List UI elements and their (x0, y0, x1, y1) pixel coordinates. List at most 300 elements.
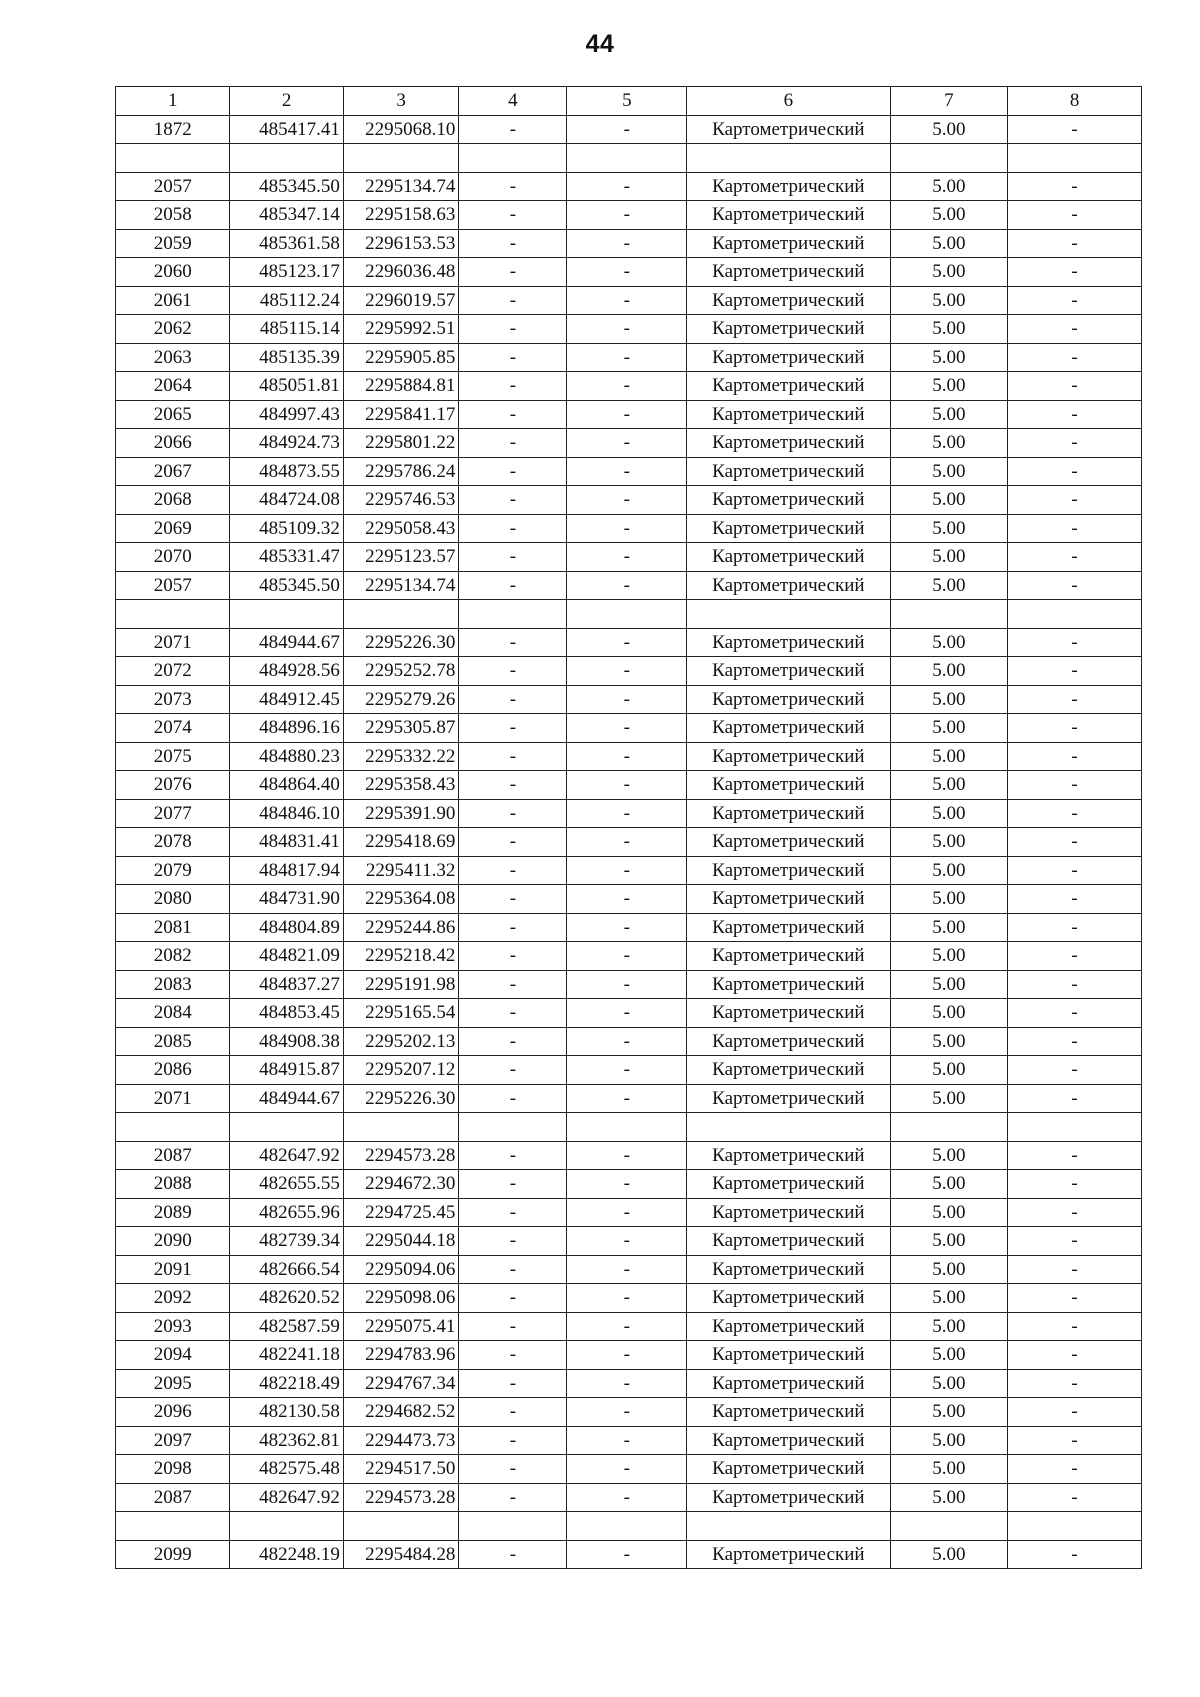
col5-cell: - (567, 1312, 687, 1341)
col8-cell: - (1008, 286, 1142, 315)
accuracy-cell: 5.00 (890, 372, 1008, 401)
col5-cell: - (567, 258, 687, 287)
col5-cell: - (567, 1426, 687, 1455)
accuracy-cell: 5.00 (890, 885, 1008, 914)
point-number-cell (116, 1512, 230, 1541)
col4-cell: - (459, 286, 567, 315)
point-number-cell: 2083 (116, 970, 230, 999)
accuracy-cell: 5.00 (890, 742, 1008, 771)
table-row (116, 942, 1142, 971)
point-number-cell: 2063 (116, 343, 230, 372)
table-row (116, 343, 1142, 372)
method-cell: Картометрический (687, 571, 890, 600)
col4-cell: - (459, 913, 567, 942)
col4-cell: - (459, 714, 567, 743)
accuracy-cell: 5.00 (890, 486, 1008, 515)
method-cell: Картометрический (687, 1255, 890, 1284)
col4-cell: - (459, 571, 567, 600)
accuracy-cell: 5.00 (890, 828, 1008, 857)
col4-cell (459, 144, 567, 173)
method-cell: Картометрический (687, 1056, 890, 1085)
point-number-cell: 2088 (116, 1170, 230, 1199)
col4-cell: - (459, 1255, 567, 1284)
point-number-cell: 2090 (116, 1227, 230, 1256)
y-coordinate-cell: 2295992.51 (343, 315, 459, 344)
point-number-cell: 2077 (116, 799, 230, 828)
col8-cell: - (1008, 372, 1142, 401)
method-cell (687, 1512, 890, 1541)
method-cell: Картометрический (687, 429, 890, 458)
x-coordinate-cell: 484997.43 (230, 400, 343, 429)
x-coordinate-cell: 484846.10 (230, 799, 343, 828)
point-number-cell: 2062 (116, 315, 230, 344)
col5-cell: - (567, 400, 687, 429)
y-coordinate-cell: 2295207.12 (343, 1056, 459, 1085)
col4-cell: - (459, 999, 567, 1028)
table-row (116, 457, 1142, 486)
col5-cell: - (567, 799, 687, 828)
x-coordinate-cell (230, 144, 343, 173)
point-number-cell: 2071 (116, 1084, 230, 1113)
col4-cell: - (459, 1027, 567, 1056)
col8-cell: - (1008, 571, 1142, 600)
col8-cell: - (1008, 771, 1142, 800)
y-coordinate-cell: 2295158.63 (343, 201, 459, 230)
col4-cell: - (459, 1056, 567, 1085)
y-coordinate-cell: 2294672.30 (343, 1170, 459, 1199)
y-coordinate-cell: 2295094.06 (343, 1255, 459, 1284)
col5-cell: - (567, 315, 687, 344)
y-coordinate-cell: 2295068.10 (343, 115, 459, 144)
table-row (116, 1170, 1142, 1199)
method-cell: Картометрический (687, 172, 890, 201)
col8-cell: - (1008, 970, 1142, 999)
col4-cell: - (459, 1341, 567, 1370)
x-coordinate-cell: 484944.67 (230, 1084, 343, 1113)
method-cell: Картометрический (687, 1540, 890, 1569)
point-number-cell: 2094 (116, 1341, 230, 1370)
col4-cell (459, 600, 567, 629)
method-cell: Картометрический (687, 1483, 890, 1512)
y-coordinate-cell: 2295801.22 (343, 429, 459, 458)
point-number-cell: 2080 (116, 885, 230, 914)
x-coordinate-cell: 484731.90 (230, 885, 343, 914)
col8-cell: - (1008, 913, 1142, 942)
point-number-cell: 2072 (116, 657, 230, 686)
y-coordinate-cell: 2296036.48 (343, 258, 459, 287)
accuracy-cell: 5.00 (890, 1398, 1008, 1427)
method-cell: Картометрический (687, 1284, 890, 1313)
method-cell (687, 144, 890, 173)
page-number: 44 (585, 30, 615, 58)
y-coordinate-cell: 2295218.42 (343, 942, 459, 971)
method-cell: Картометрический (687, 372, 890, 401)
accuracy-cell: 5.00 (890, 1027, 1008, 1056)
point-number-cell (116, 144, 230, 173)
point-number-cell: 2065 (116, 400, 230, 429)
x-coordinate-cell: 484804.89 (230, 913, 343, 942)
col5-cell: - (567, 543, 687, 572)
col8-cell: - (1008, 742, 1142, 771)
accuracy-cell: 5.00 (890, 1312, 1008, 1341)
x-coordinate-cell: 485112.24 (230, 286, 343, 315)
method-cell: Картометрический (687, 1369, 890, 1398)
col8-cell: - (1008, 514, 1142, 543)
col8-cell: - (1008, 1341, 1142, 1370)
accuracy-cell: 5.00 (890, 514, 1008, 543)
method-cell: Картометрический (687, 885, 890, 914)
accuracy-cell (890, 1512, 1008, 1541)
accuracy-cell: 5.00 (890, 1341, 1008, 1370)
col5-cell: - (567, 714, 687, 743)
col4-cell: - (459, 1084, 567, 1113)
x-coordinate-cell: 482218.49 (230, 1369, 343, 1398)
point-number-cell: 2082 (116, 942, 230, 971)
x-coordinate-cell: 484928.56 (230, 657, 343, 686)
y-coordinate-cell: 2296019.57 (343, 286, 459, 315)
col5-cell: - (567, 913, 687, 942)
col8-cell (1008, 1113, 1142, 1142)
col8-cell: - (1008, 714, 1142, 743)
point-number-cell: 2086 (116, 1056, 230, 1085)
col8-cell: - (1008, 343, 1142, 372)
point-number-cell: 2075 (116, 742, 230, 771)
col8-cell: - (1008, 1369, 1142, 1398)
method-cell: Картометрический (687, 457, 890, 486)
accuracy-cell: 5.00 (890, 343, 1008, 372)
accuracy-cell: 5.00 (890, 1056, 1008, 1085)
col5-cell (567, 600, 687, 629)
col4-cell: - (459, 856, 567, 885)
col8-cell: - (1008, 486, 1142, 515)
col4-cell: - (459, 1312, 567, 1341)
col8-cell: - (1008, 1540, 1142, 1569)
table-row (116, 657, 1142, 686)
point-number-cell: 2061 (116, 286, 230, 315)
accuracy-cell: 5.00 (890, 571, 1008, 600)
method-cell: Картометрический (687, 913, 890, 942)
col8-cell: - (1008, 1056, 1142, 1085)
col5-cell: - (567, 657, 687, 686)
col8-cell: - (1008, 258, 1142, 287)
table-row (116, 828, 1142, 857)
y-coordinate-cell (343, 1113, 459, 1142)
x-coordinate-cell: 482655.96 (230, 1198, 343, 1227)
col5-cell: - (567, 885, 687, 914)
table-row (116, 1369, 1142, 1398)
col4-cell: - (459, 201, 567, 230)
x-coordinate-cell: 484912.45 (230, 685, 343, 714)
col4-cell: - (459, 1398, 567, 1427)
x-coordinate-cell: 482647.92 (230, 1141, 343, 1170)
table-row (116, 1540, 1142, 1569)
point-number-cell: 1872 (116, 115, 230, 144)
method-cell: Картометрический (687, 1426, 890, 1455)
accuracy-cell: 5.00 (890, 315, 1008, 344)
x-coordinate-cell: 484944.67 (230, 628, 343, 657)
point-number-cell: 2076 (116, 771, 230, 800)
x-coordinate-cell: 484880.23 (230, 742, 343, 771)
x-coordinate-cell: 482655.55 (230, 1170, 343, 1199)
y-coordinate-cell: 2295165.54 (343, 999, 459, 1028)
accuracy-cell: 5.00 (890, 628, 1008, 657)
header-cell: 8 (1008, 87, 1142, 116)
x-coordinate-cell: 484864.40 (230, 771, 343, 800)
col8-cell: - (1008, 628, 1142, 657)
col4-cell: - (459, 1141, 567, 1170)
method-cell: Картометрический (687, 1227, 890, 1256)
y-coordinate-cell: 2295226.30 (343, 1084, 459, 1113)
table-separator-row (116, 1113, 1142, 1142)
col8-cell: - (1008, 1255, 1142, 1284)
col5-cell: - (567, 457, 687, 486)
col8-cell: - (1008, 543, 1142, 572)
y-coordinate-cell: 2295484.28 (343, 1540, 459, 1569)
x-coordinate-cell: 482241.18 (230, 1341, 343, 1370)
table-row (116, 742, 1142, 771)
accuracy-cell: 5.00 (890, 942, 1008, 971)
point-number-cell: 2081 (116, 913, 230, 942)
col4-cell: - (459, 1170, 567, 1199)
col5-cell: - (567, 229, 687, 258)
y-coordinate-cell (343, 144, 459, 173)
col8-cell: - (1008, 657, 1142, 686)
col8-cell (1008, 1512, 1142, 1541)
method-cell (687, 1113, 890, 1142)
col4-cell: - (459, 657, 567, 686)
col5-cell: - (567, 685, 687, 714)
method-cell: Картометрический (687, 685, 890, 714)
point-number-cell: 2099 (116, 1540, 230, 1569)
col5-cell: - (567, 1284, 687, 1313)
x-coordinate-cell: 484924.73 (230, 429, 343, 458)
col4-cell: - (459, 229, 567, 258)
col4-cell: - (459, 1369, 567, 1398)
method-cell: Картометрический (687, 229, 890, 258)
table-row (116, 514, 1142, 543)
x-coordinate-cell: 482362.81 (230, 1426, 343, 1455)
col5-cell (567, 1512, 687, 1541)
col8-cell (1008, 600, 1142, 629)
table-row (116, 1483, 1142, 1512)
method-cell: Картометрический (687, 742, 890, 771)
y-coordinate-cell (343, 1512, 459, 1541)
table-row (116, 1426, 1142, 1455)
point-number-cell: 2098 (116, 1455, 230, 1484)
accuracy-cell: 5.00 (890, 1369, 1008, 1398)
method-cell: Картометрический (687, 942, 890, 971)
point-number-cell: 2079 (116, 856, 230, 885)
accuracy-cell: 5.00 (890, 1284, 1008, 1313)
point-number-cell: 2068 (116, 486, 230, 515)
col4-cell: - (459, 885, 567, 914)
col5-cell: - (567, 486, 687, 515)
col5-cell (567, 1113, 687, 1142)
col8-cell: - (1008, 315, 1142, 344)
x-coordinate-cell: 484817.94 (230, 856, 343, 885)
point-number-cell: 2074 (116, 714, 230, 743)
col8-cell: - (1008, 799, 1142, 828)
col8-cell: - (1008, 201, 1142, 230)
col8-cell: - (1008, 1227, 1142, 1256)
col8-cell: - (1008, 1027, 1142, 1056)
x-coordinate-cell: 485051.81 (230, 372, 343, 401)
col4-cell: - (459, 1284, 567, 1313)
y-coordinate-cell: 2295191.98 (343, 970, 459, 999)
col8-cell: - (1008, 1284, 1142, 1313)
y-coordinate-cell: 2295332.22 (343, 742, 459, 771)
accuracy-cell: 5.00 (890, 115, 1008, 144)
point-number-cell: 2064 (116, 372, 230, 401)
col4-cell: - (459, 1455, 567, 1484)
col8-cell: - (1008, 1398, 1142, 1427)
accuracy-cell: 5.00 (890, 856, 1008, 885)
method-cell: Картометрический (687, 714, 890, 743)
col4-cell: - (459, 315, 567, 344)
table-row (116, 372, 1142, 401)
table-row (116, 1255, 1142, 1284)
x-coordinate-cell: 482575.48 (230, 1455, 343, 1484)
table-row (116, 172, 1142, 201)
col4-cell: - (459, 1540, 567, 1569)
y-coordinate-cell: 2295905.85 (343, 343, 459, 372)
col5-cell: - (567, 1455, 687, 1484)
accuracy-cell: 5.00 (890, 1170, 1008, 1199)
accuracy-cell: 5.00 (890, 970, 1008, 999)
col8-cell: - (1008, 1312, 1142, 1341)
col5-cell: - (567, 771, 687, 800)
method-cell: Картометрический (687, 799, 890, 828)
y-coordinate-cell: 2295305.87 (343, 714, 459, 743)
x-coordinate-cell: 482587.59 (230, 1312, 343, 1341)
col4-cell: - (459, 543, 567, 572)
col8-cell: - (1008, 115, 1142, 144)
col5-cell: - (567, 201, 687, 230)
method-cell: Картометрический (687, 657, 890, 686)
method-cell: Картометрический (687, 486, 890, 515)
accuracy-cell: 5.00 (890, 1483, 1008, 1512)
y-coordinate-cell: 2295244.86 (343, 913, 459, 942)
table-row (116, 1398, 1142, 1427)
col5-cell: - (567, 970, 687, 999)
col5-cell: - (567, 856, 687, 885)
method-cell: Картометрический (687, 315, 890, 344)
col8-cell: - (1008, 1170, 1142, 1199)
table-row (116, 486, 1142, 515)
header-cell: 6 (687, 87, 890, 116)
method-cell: Картометрический (687, 343, 890, 372)
col5-cell: - (567, 172, 687, 201)
col8-cell: - (1008, 856, 1142, 885)
col5-cell: - (567, 828, 687, 857)
y-coordinate-cell: 2295884.81 (343, 372, 459, 401)
method-cell: Картометрический (687, 1455, 890, 1484)
table-row (116, 999, 1142, 1028)
method-cell: Картометрический (687, 115, 890, 144)
col4-cell: - (459, 1198, 567, 1227)
x-coordinate-cell: 482130.58 (230, 1398, 343, 1427)
accuracy-cell: 5.00 (890, 229, 1008, 258)
point-number-cell (116, 1113, 230, 1142)
y-coordinate-cell: 2295098.06 (343, 1284, 459, 1313)
col5-cell: - (567, 1341, 687, 1370)
col5-cell: - (567, 1056, 687, 1085)
point-number-cell: 2058 (116, 201, 230, 230)
col4-cell: - (459, 1227, 567, 1256)
table-row (116, 771, 1142, 800)
x-coordinate-cell: 485417.41 (230, 115, 343, 144)
accuracy-cell: 5.00 (890, 799, 1008, 828)
y-coordinate-cell: 2295058.43 (343, 514, 459, 543)
table-row (116, 885, 1142, 914)
x-coordinate-cell: 484908.38 (230, 1027, 343, 1056)
method-cell: Картометрический (687, 1027, 890, 1056)
table-row (116, 714, 1142, 743)
col8-cell: - (1008, 999, 1142, 1028)
coordinates-table (115, 86, 1142, 1569)
method-cell: Картометрический (687, 201, 890, 230)
y-coordinate-cell: 2295391.90 (343, 799, 459, 828)
method-cell: Картометрический (687, 1170, 890, 1199)
col4-cell: - (459, 514, 567, 543)
accuracy-cell: 5.00 (890, 771, 1008, 800)
col8-cell: - (1008, 1084, 1142, 1113)
x-coordinate-cell: 482620.52 (230, 1284, 343, 1313)
col5-cell: - (567, 1255, 687, 1284)
col8-cell: - (1008, 400, 1142, 429)
x-coordinate-cell: 485109.32 (230, 514, 343, 543)
accuracy-cell: 5.00 (890, 457, 1008, 486)
point-number-cell: 2085 (116, 1027, 230, 1056)
table-row (116, 1141, 1142, 1170)
y-coordinate-cell: 2295252.78 (343, 657, 459, 686)
col5-cell: - (567, 115, 687, 144)
table-row (116, 229, 1142, 258)
table-row (116, 258, 1142, 287)
point-number-cell: 2089 (116, 1198, 230, 1227)
y-coordinate-cell: 2294573.28 (343, 1141, 459, 1170)
x-coordinate-cell: 482248.19 (230, 1540, 343, 1569)
col8-cell: - (1008, 942, 1142, 971)
col4-cell: - (459, 799, 567, 828)
point-number-cell (116, 600, 230, 629)
table-row (116, 400, 1142, 429)
table-separator-row (116, 144, 1142, 173)
table-row (116, 1312, 1142, 1341)
accuracy-cell: 5.00 (890, 543, 1008, 572)
col4-cell: - (459, 172, 567, 201)
table-row (116, 571, 1142, 600)
y-coordinate-cell: 2295411.32 (343, 856, 459, 885)
col8-cell: - (1008, 685, 1142, 714)
table-row (116, 913, 1142, 942)
point-number-cell: 2067 (116, 457, 230, 486)
point-number-cell: 2096 (116, 1398, 230, 1427)
header-cell: 4 (459, 87, 567, 116)
table-row (116, 201, 1142, 230)
x-coordinate-cell: 485123.17 (230, 258, 343, 287)
accuracy-cell: 5.00 (890, 1227, 1008, 1256)
table-row (116, 286, 1142, 315)
accuracy-cell: 5.00 (890, 657, 1008, 686)
method-cell: Картометрический (687, 970, 890, 999)
point-number-cell: 2059 (116, 229, 230, 258)
y-coordinate-cell: 2295746.53 (343, 486, 459, 515)
col4-cell: - (459, 628, 567, 657)
col8-cell: - (1008, 172, 1142, 201)
col5-cell: - (567, 1540, 687, 1569)
accuracy-cell: 5.00 (890, 1426, 1008, 1455)
